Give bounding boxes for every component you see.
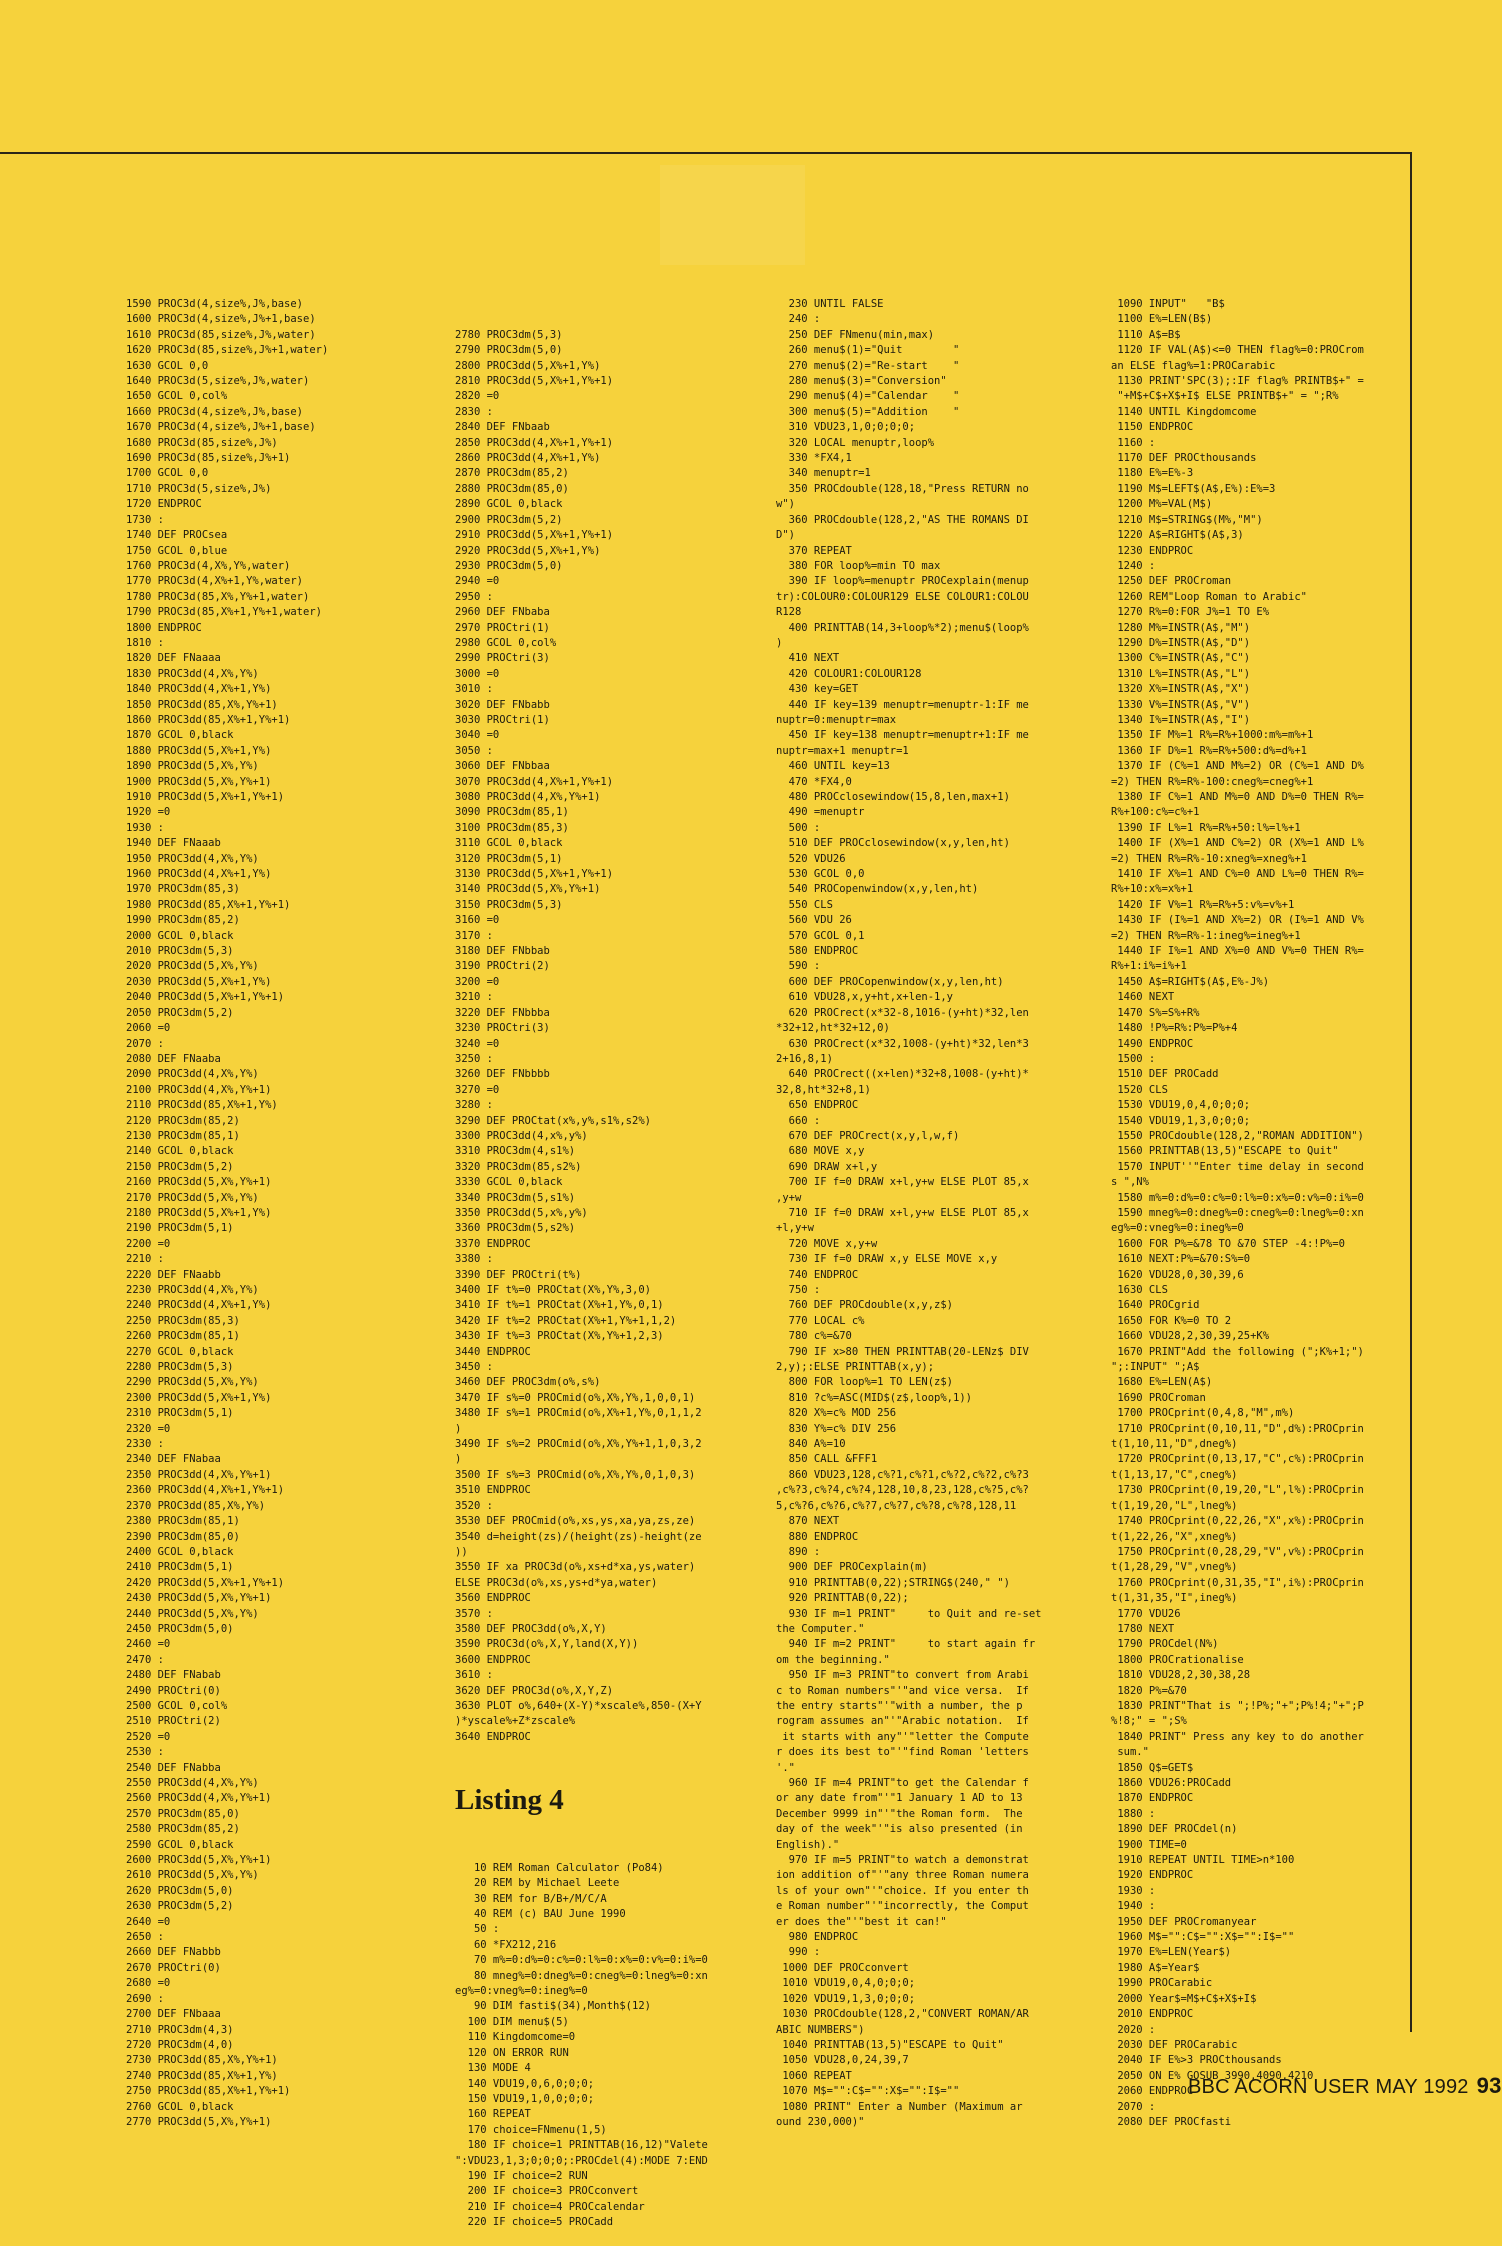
page-number: 93: [1476, 2073, 1502, 2098]
code-column-4: 1090 INPUT" "B$ 1100 E%=LEN(B$) 1110 A$=B$ 1120 IF VAL(A$)<=0 THEN flag%=0:PROCrom an ELSE flag%=1:PROCarabic 1130 PRINT'SPC(3);:IF flag% PRINTB$+" = "+M$+C$+X$+I$ ELSE PRINTB$+" = ";R% 1140 UNTIL Kingdomcome 1150 ENDPROC 1160 : 1170 DEF PROCthousands 1180 E%=E%-3 1190 M$=LEFT$(A$,E%):E%=3 1200 M%=VAL(M$) 1210 M$=STRING$(M%,"M") 1220 A$=RIGHT$(A$,3) 1230 ENDPROC 1240 : 1250 DEF PROCroman 1260 REM"Loop Roman to Arabic" 1270 R%=0:FOR J%=1 TO E% 1280 M%=INSTR(A$,"M") 1290 D%=INSTR(A$,"D") 1300 C%=INSTR(A$,"C") 1310 L%=INSTR(A$,"L") 1320 X%=INSTR(A$,"X") 1330 V%=INSTR(A$,"V") 1340 I%=INSTR(A$,"I") 1350 IF M%=1 R%=R%+1000:m%=m%+1 1360 IF D%=1 R%=R%+500:d%=d%+1 1370 IF (C%=1 AND M%=2) OR (C%=1 AND D% =2) THEN R%=R%-100:cneg%=cneg%+1 1380 IF C%=1 AND M%=0 AND D%=0 THEN R%= R%+100:c%=c%+1 1390 IF L%=1 R%=R%+50:l%=l%+1 1400 IF (X%=1 AND C%=2) OR (X%=1 AND L% =2) THEN R%=R%-10:xneg%=xneg%+1 1410 IF X%=1 AND C%=0 AND L%=0 THEN R%= R%+10:x%=x%+1 1420 IF V%=1 R%=R%+5:v%=v%+1 1430 IF (I%=1 AND X%=2) OR (I%=1 AND V% =2) THEN R%=R%-1:ineg%=ineg%+1 1440 IF I%=1 AND X%=0 AND V%=0 THEN R%= R%+1:i%=i%+1 1450 A$=RIGHT$(A$,E%-J%) 1460 NEXT 1470 S%=S%+R% 1480 !P%=R%:P%=P%+4 1490 ENDPROC 1500 : 1510 DEF PROCadd 1520 CLS 1530 VDU19,0,4,0;0;0; 1540 VDU19,1,3,0;0;0; 1550 PROCdouble(128,2,"ROMAN ADDITION") 1560 PRINTTAB(13,5)"ESCAPE to Quit" 1570 INPUT''"Enter time delay in second s ",N% 1580 m%=0:d%=0:c%=0:l%=0:x%=0:v%=0:i%=0 1590 mneg%=0:dneg%=0:cneg%=0:lneg%=0:xn eg%=0:vneg%=0:ineg%=0 1600 FOR P%=&78 TO &70 STEP -4:!P%=0 1610 NEXT:P%=&70:S%=0 1620 VDU28,0,30,39,6 1630 CLS 1640 PROCgrid 1650 FOR K%=0 TO 2 1660 VDU28,2,30,39,25+K% 1670 PRINT"Add the following (";K%+1;") ";:INPUT" ";A$ 1680 E%=LEN(A$) 1690 PROCroman 1700 PROCprint(0,4,8,"M",m%) 1710 PROCprint(0,10,11,"D",d%):PROCprin t(1,10,11,"D",dneg%) 1720 PROCprint(0,13,17,"C",c%):PROCprin t(1,13,17,"C",cneg%) 1730 PROCprint(0,19,20,"L",l%):PROCprin t(1,19,20,"L",lneg%) 1740 PROCprint(0,22,26,"X",x%):PROCprin t(1,22,26,"X",xneg%) 1750 PROCprint(0,28,29,"V",v%):PROCprin t(1,28,29,"V",vneg%) 1760 PROCprint(0,31,35,"I",i%):PROCprin t(1,31,35,"I",ineg%) 1770 VDU26 1780 NEXT 1790 PROCdel(N%) 1800 PROCrationalise 1810 VDU28,2,30,38,28 1820 P%=&70 1830 PRINT"That is ";!P%;"+";P%!4;"+";P %!8;" = ";S% 1840 PRINT" Press any key to do another sum." 1850 Q$=GET$ 1860 VDU26:PROCadd 1870 ENDPROC 1880 : 1890 DEF PROCdel(n) 1900 TIME=0 1910 REPEAT UNTIL TIME>n*100 1920 ENDPROC 1930 : 1940 : 1950 DEF PROCromanyear 1960 M$="":C$="":X$="":I$="" 1970 E%=LEN(Year$) 1980 A$=Year$ 1990 PROCarabic 2000 Year$=M$+C$+X$+I$ 2010 ENDPROC 2020 : 2030 DEF PROCarabic 2040 IF E%>3 PROCthousands 2050 ON E% GOSUB 3990,4090,4210 2060 ENDPROC 2070 : 2080 DEF PROCfasti: [1111, 298, 1364, 2128]
listing-4-start-code: 10 REM Roman Calculator (Po84) 20 REM by Michael Leete 30 REM for B/B+/M/C/A 40 REM (c) BAU June 1990 50 : 60 *FX212,216 70 m%=0:d%=0:c%=0:l%=0:x%=0:v%=0:i%=0 80 mneg%=0:dneg%=0:cneg%=0:lneg%=0:xn eg%=0:vneg%=0:ineg%=0 90 DIM fasti$(34),Month$(12) 100 DIM menu$(5) 110 Kingdomcome=0 120 ON ERROR RUN 130 MODE 4 140 VDU19,0,6,0;0;0; 150 VDU19,1,0,0;0;0; 160 REPEAT 170 choice=FNmenu(1,5) 180 IF choice=1 PRINTTAB(16,12)"Valete ":VDU23,1,3;0;0;0;:PROCdel(4):MODE 7:END 190 IF choice=2 RUN 200 IF choice=3 PROCconvert 210 IF choice=4 PROCcalendar 220 IF choice=5 PROCadd: [455, 1861, 708, 2229]
faded-background-box: [660, 165, 805, 265]
magazine-issue: BBC ACORN USER MAY 1992: [1188, 2076, 1469, 2098]
code-column-1: 1590 PROC3d(4,size%,J%,base) 1600 PROC3d(4,size%,J%+1,base) 1610 PROC3d(85,size%,J%,water) 1620 PROC3d(85,size%,J%+1,water) 1630 GCOL 0,0 1640 PROC3d(5,size%,J%,water) 1650 GCOL 0,col% 1660 PROC3d(4,size%,J%,base) 1670 PROC3d(4,size%,J%+1,base) 1680 PROC3d(85,size%,J%) 1690 PROC3d(85,size%,J%+1) 1700 GCOL 0,0 1710 PROC3d(5,size%,J%) 1720 ENDPROC 1730 : 1740 DEF PROCsea 1750 GCOL 0,blue 1760 PROC3d(4,X%,Y%,water) 1770 PROC3d(4,X%+1,Y%,water) 1780 PROC3d(85,X%,Y%+1,water) 1790 PROC3d(85,X%+1,Y%+1,water) 1800 ENDPROC 1810 : 1820 DEF FNaaaa 1830 PROC3dd(4,X%,Y%) 1840 PROC3dd(4,X%+1,Y%) 1850 PROC3dd(85,X%,Y%+1) 1860 PROC3dd(85,X%+1,Y%+1) 1870 GCOL 0,black 1880 PROC3dd(5,X%+1,Y%) 1890 PROC3dd(5,X%,Y%) 1900 PROC3dd(5,X%,Y%+1) 1910 PROC3dd(5,X%+1,Y%+1) 1920 =0 1930 : 1940 DEF FNaaab 1950 PROC3dd(4,X%,Y%) 1960 PROC3dd(4,X%+1,Y%) 1970 PROC3dm(85,3) 1980 PROC3dd(85,X%+1,Y%+1) 1990 PROC3dm(85,2) 2000 GCOL 0,black 2010 PROC3dm(5,3) 2020 PROC3dd(5,X%,Y%) 2030 PROC3dd(5,X%+1,Y%) 2040 PROC3dd(5,X%+1,Y%+1) 2050 PROC3dm(5,2) 2060 =0 2070 : 2080 DEF FNaaba 2090 PROC3dd(4,X%,Y%) 2100 PROC3dd(4,X%,Y%+1) 2110 PROC3dd(85,X%+1,Y%) 2120 PROC3dm(85,2) 2130 PROC3dm(85,1) 2140 GCOL 0,black 2150 PROC3dm(5,2) 2160 PROC3dd(5,X%,Y%+1) 2170 PROC3dd(5,X%,Y%) 2180 PROC3dd(5,X%+1,Y%) 2190 PROC3dm(5,1) 2200 =0 2210 : 2220 DEF FNaabb 2230 PROC3dd(4,X%,Y%) 2240 PROC3dd(4,X%+1,Y%) 2250 PROC3dm(85,3) 2260 PROC3dm(85,1) 2270 GCOL 0,black 2280 PROC3dm(5,3) 2290 PROC3dd(5,X%,Y%) 2300 PROC3dd(5,X%+1,Y%) 2310 PROC3dm(5,1) 2320 =0 2330 : 2340 DEF FNabaa 2350 PROC3dd(4,X%,Y%+1) 2360 PROC3dd(4,X%+1,Y%+1) 2370 PROC3dd(85,X%,Y%) 2380 PROC3dm(85,1) 2390 PROC3dm(85,0) 2400 GCOL 0,black 2410 PROC3dm(5,1) 2420 PROC3dd(5,X%+1,Y%+1) 2430 PROC3dd(5,X%,Y%+1) 2440 PROC3dd(5,X%,Y%) 2450 PROC3dm(5,0) 2460 =0 2470 : 2480 DEF FNabab 2490 PROCtri(0) 2500 GCOL 0,col% 2510 PROCtri(2) 2520 =0 2530 : 2540 DEF FNabba 2550 PROC3dd(4,X%,Y%) 2560 PROC3dd(4,X%,Y%+1) 2570 PROC3dm(85,0) 2580 PROC3dm(85,2) 2590 GCOL 0,black 2600 PROC3dd(5,X%,Y%+1) 2610 PROC3dd(5,X%,Y%) 2620 PROC3dm(5,0) 2630 PROC3dm(5,2) 2640 =0 2650 : 2660 DEF FNabbb 2670 PROCtri(0) 2680 =0 2690 : 2700 DEF FNbaaa 2710 PROC3dm(4,3) 2720 PROC3dm(4,0) 2730 PROC3dd(85,X%,Y%+1) 2740 PROC3dd(85,X%+1,Y%) 2750 PROC3dd(85,X%+1,Y%+1) 2760 GCOL 0,black 2770 PROC3dd(5,X%,Y%+1): [126, 298, 329, 2128]
page-footer: [1188, 2073, 1502, 2099]
listing-3-end-code: 2780 PROC3dm(5,3) 2790 PROC3dm(5,0) 2800 PROC3dd(5,X%+1,Y%) 2810 PROC3dd(5,X%+1,Y%+1) 2820 =0 2830 : 2840 DEF FNbaab 2850 PROC3dd(4,X%+1,Y%+1) 2860 PROC3dd(4,X%+1,Y%) 2870 PROC3dm(85,2) 2880 PROC3dm(85,0) 2890 GCOL 0,black 2900 PROC3dm(5,2) 2910 PROC3dd(5,X%+1,Y%+1) 2920 PROC3dd(5,X%+1,Y%) 2930 PROC3dm(5,0) 2940 =0 2950 : 2960 DEF FNbaba 2970 PROCtri(1) 2980 GCOL 0,col% 2990 PROCtri(3) 3000 =0 3010 : 3020 DEF FNbabb 3030 PROCtri(1) 3040 =0 3050 : 3060 DEF FNbbaa 3070 PROC3dd(4,X%+1,Y%+1) 3080 PROC3dd(4,X%,Y%+1) 3090 PROC3dm(85,1) 3100 PROC3dm(85,3) 3110 GCOL 0,black 3120 PROC3dm(5,1) 3130 PROC3dd(5,X%+1,Y%+1) 3140 PROC3dd(5,X%,Y%+1) 3150 PROC3dm(5,3) 3160 =0 3170 : 3180 DEF FNbbab 3190 PROCtri(2) 3200 =0 3210 : 3220 DEF FNbbba 3230 PROCtri(3) 3240 =0 3250 : 3260 DEF FNbbbb 3270 =0 3280 : 3290 DEF PROCtat(x%,y%,s1%,s2%) 3300 PROC3dd(4,x%,y%) 3310 PROC3dm(4,s1%) 3320 PROC3dm(85,s2%) 3330 GCOL 0,black 3340 PROC3dm(5,s1%) 3350 PROC3dd(5,x%,y%) 3360 PROC3dm(5,s2%) 3370 ENDPROC 3380 : 3390 DEF PROCtri(t%) 3400 IF t%=0 PROCtat(X%,Y%,3,0) 3410 IF t%=1 PROCtat(X%+1,Y%,0,1) 3420 IF t%=2 PROCtat(X%+1,Y%+1,1,2) 3430 IF t%=3 PROCtat(X%,Y%+1,2,3) 3440 ENDPROC 3450 : 3460 DEF PROC3dm(o%,s%) 3470 IF s%=0 PROCmid(o%,X%,Y%,1,0,0,1) 3480 IF s%=1 PROCmid(o%,X%+1,Y%,0,1,1,2 ) 3490 IF s%=2 PROCmid(o%,X%,Y%+1,1,0,3,2 ) 3500 IF s%=3 PROCmid(o%,X%,Y%,0,1,0,3) 3510 ENDPROC 3520 : 3530 DEF PROCmid(o%,xs,ys,xa,ya,zs,ze) 3540 d=height(zs)/(height(zs)-height(ze )) 3550 IF xa PROC3d(o%,xs+d*xa,ys,water) ELSE PROC3d(o%,xs,ys+d*ya,water) 3560 ENDPROC 3570 : 3580 DEF PROC3dd(o%,X,Y) 3590 PROC3d(o%,X,Y,land(X,Y)) 3600 ENDPROC 3610 : 3620 DEF PROC3d(o%,X,Y,Z) 3630 PLOT o%,640+(X-Y)*xscale%,850-(X+Y )*yscale%+Z*zscale% 3640 ENDPROC: [455, 328, 702, 1743]
listing-4-heading: Listing 4: [455, 1784, 564, 1816]
right-rule: [1410, 152, 1412, 2032]
code-column-2: [455, 297, 775, 2246]
top-rule: [0, 152, 1412, 154]
code-column-3: 230 UNTIL FALSE 240 : 250 DEF FNmenu(min,max) 260 menu$(1)="Quit " 270 menu$(2)="Re-start " 280 menu$(3)="Conversion" 290 menu$(4)="Calendar " 300 menu$(5)="Addition " 310 VDU23,1,0;0;0;0; 320 LOCAL menuptr,loop% 330 *FX4,1 340 menuptr=1 350 PROCdouble(128,18,"Press RETURN no w") 360 PROCdouble(128,2,"AS THE ROMANS DI D") 370 REPEAT 380 FOR loop%=min TO max 390 IF loop%=menuptr PROCexplain(menup tr):COLOUR0:COLOUR129 ELSE COLOUR1:COLOU R128 400 PRINTTAB(14,3+loop%*2);menu$(loop% ) 410 NEXT 420 COLOUR1:COLOUR128 430 key=GET 440 IF key=139 menuptr=menuptr-1:IF me nuptr=0:menuptr=max 450 IF key=138 menuptr=menuptr+1:IF me nuptr=max+1 menuptr=1 460 UNTIL key=13 470 *FX4,0 480 PROCclosewindow(15,8,len,max+1) 490 =menuptr 500 : 510 DEF PROCclosewindow(x,y,len,ht) 520 VDU26 530 GCOL 0,0 540 PROCopenwindow(x,y,len,ht) 550 CLS 560 VDU 26 570 GCOL 0,1 580 ENDPROC 590 : 600 DEF PROCopenwindow(x,y,len,ht) 610 VDU28,x,y+ht,x+len-1,y 620 PROCrect(x*32-8,1016-(y+ht)*32,len *32+12,ht*32+12,0) 630 PROCrect(x*32,1008-(y+ht)*32,len*3 2+16,8,1) 640 PROCrect((x+len)*32+8,1008-(y+ht)* 32,8,ht*32+8,1) 650 ENDPROC 660 : 670 DEF PROCrect(x,y,l,w,f) 680 MOVE x,y 690 DRAW x+l,y 700 IF f=0 DRAW x+l,y+w ELSE PLOT 85,x ,y+w 710 IF f=0 DRAW x+l,y+w ELSE PLOT 85,x +l,y+w 720 MOVE x,y+w 730 IF f=0 DRAW x,y ELSE MOVE x,y 740 ENDPROC 750 : 760 DEF PROCdouble(x,y,z$) 770 LOCAL c% 780 c%=&70 790 IF x>80 THEN PRINTTAB(20-LENz$ DIV 2,y);:ELSE PRINTTAB(x,y); 800 FOR loop%=1 TO LEN(z$) 810 ?c%=ASC(MID$(z$,loop%,1)) 820 X%=c% MOD 256 830 Y%=c% DIV 256 840 A%=10 850 CALL &FFF1 860 VDU23,128,c%?1,c%?1,c%?2,c%?2,c%?3 ,c%?3,c%?4,c%?4,128,10,8,23,128,c%?5,c%? 5,c%?6,c%?6,c%?7,c%?7,c%?8,c%?8,128,11 870 NEXT 880 ENDPROC 890 : 900 DEF PROCexplain(m) 910 PRINTTAB(0,22);STRING$(240," ") 920 PRINTTAB(0,22); 930 IF m=1 PRINT" to Quit and re-set the Computer." 940 IF m=2 PRINT" to start again fr om the beginning." 950 IF m=3 PRINT"to convert from Arabi c to Roman numbers"'"and vice versa. If the entry starts"'"with a number, the p rogram assumes an"'"Arabic notation. If it starts with any"'"letter the Compute r does its best to"'"find Roman 'letters '." 960 IF m=4 PRINT"to get the Calendar f or any date from"'"1 January 1 AD to 13 December 9999 in"'"the Roman form. The day of the week"'"is also presented (in English)." 970 IF m=5 PRINT"to watch a demonstrat ion addition of"'"any three Roman numera ls of your own"'"choice. If you enter th e Roman number"'"incorrectly, the Comput er does the"'"best it can!" 980 ENDPROC 990 : 1000 DEF PROCconvert 1010 VDU19,0,4,0;0;0; 1020 VDU19,1,3,0;0;0; 1030 PROCdouble(128,2,"CONVERT ROMAN/AR ABIC NUMBERS") 1040 PRINTTAB(13,5)"ESCAPE to Quit" 1050 VDU28,0,24,39,7 1060 REPEAT 1070 M$="":C$="":X$="":I$="" 1080 PRINT" Enter a Number (Maximum ar ound 230,000)": [776, 298, 1042, 2128]
